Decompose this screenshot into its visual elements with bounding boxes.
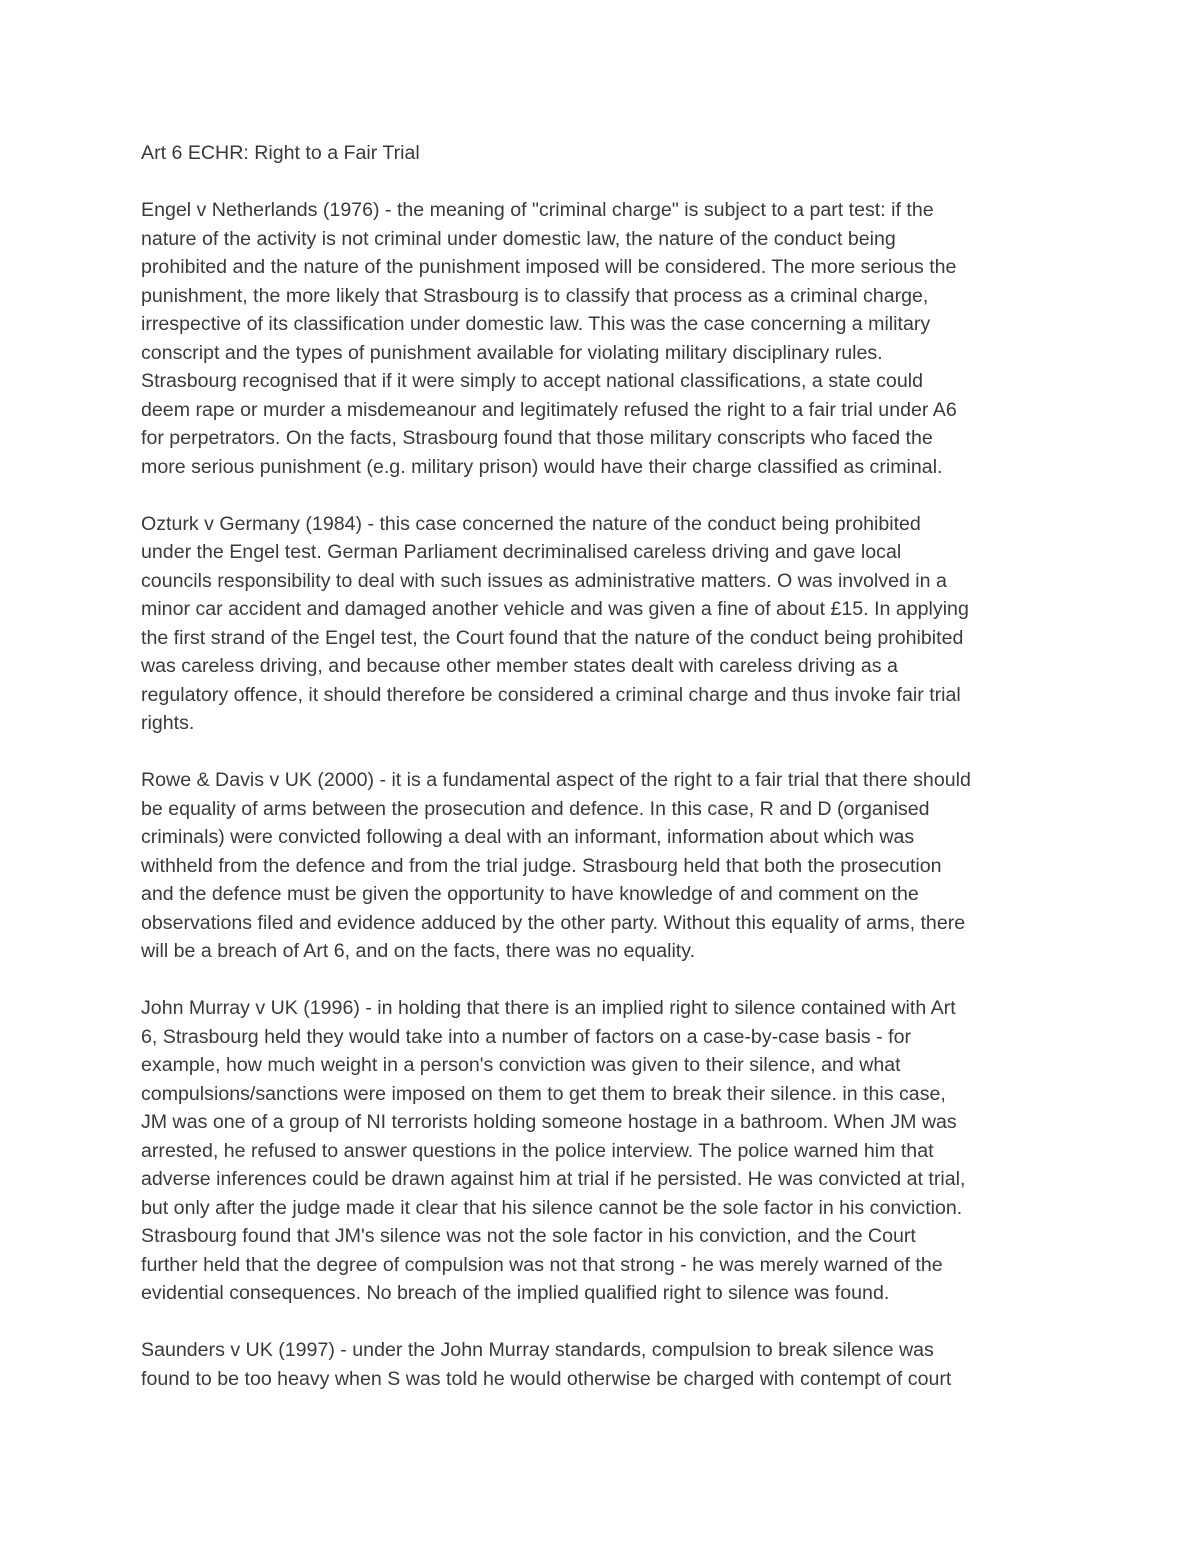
- text-line: Engel v Netherlands (1976) - the meaning of "criminal charge" is subject to a part test: if the: [141, 199, 934, 221]
- text-line: Strasbourg found that JM's silence was not the sole factor in his conviction, and the Court: [141, 1225, 916, 1247]
- text-line: regulatory offence, it should therefore be considered a criminal charge and thus invoke fair trial: [141, 683, 961, 706]
- text-line: was careless driving, and because other member states dealt with careless driving as a: [141, 655, 898, 677]
- text-line: Strasbourg recognised that if it were simply to accept national classifications, a state could: [141, 370, 923, 392]
- text-line: deem rape or murder a misdemeanour and legitimately refused the right to a fair trial under A6: [141, 398, 957, 421]
- text-line: arrested, he refused to answer questions in the police interview. The police warned him that: [141, 1139, 934, 1162]
- text-line: punishment, the more likely that Strasbourg is to classify that process as a criminal charge,: [141, 284, 929, 307]
- text-line: more serious punishment (e.g. military prison) would have their charge classified as criminal.: [141, 455, 943, 478]
- text-line: example, how much weight in a person's conviction was given to their silence, and what: [141, 1054, 901, 1076]
- text-line: Ozturk v Germany (1984) - this case concerned the nature of the conduct being prohibited: [141, 512, 921, 535]
- text-line: under the Engel test. German Parliament decriminalised careless driving and gave local: [141, 541, 902, 563]
- paragraph-saunders: [141, 1336, 1059, 1393]
- document-body: [141, 139, 1059, 1393]
- text-line: found to be too heavy when S was told he would otherwise be charged with contempt of court: [141, 1367, 952, 1390]
- document-title: Art 6 ECHR: Right to a Fair Trial: [141, 142, 420, 164]
- paragraph-john-murray: [141, 994, 1059, 1308]
- text-line: irrespective of its classification under domestic law. This was the case concerning a military: [141, 313, 931, 335]
- text-line: Saunders v UK (1997) - under the John Murray standards, compulsion to break silence was: [141, 1339, 934, 1361]
- paragraph-list: [141, 196, 1059, 1393]
- paragraph-gap: [141, 168, 1059, 197]
- text-line: adverse inferences could be drawn against him at trial if he persisted. He was convicted at trial,: [141, 1168, 966, 1190]
- text-line: will be a breach of Art 6, and on the facts, there was no equality.: [141, 940, 696, 962]
- text-line: be equality of arms between the prosecution and defence. In this case, R and D (organised: [141, 797, 930, 820]
- paragraph-gap: [141, 738, 1059, 767]
- paragraph-gap: [141, 1308, 1059, 1337]
- text-line: for perpetrators. On the facts, Strasbourg found that those military conscripts who faced the: [141, 427, 933, 449]
- paragraph-gap: [141, 966, 1059, 995]
- text-line: conscript and the types of punishment available for violating military disciplinary rules.: [141, 341, 883, 364]
- text-line: evidential consequences. No breach of the implied qualified right to silence was found.: [141, 1282, 890, 1304]
- text-line: 6, Strasbourg held they would take into a number of factors on a case-by-case basis - for: [141, 1025, 912, 1048]
- text-line: compulsions/sanctions were imposed on them to get them to break their silence. in this case,: [141, 1082, 946, 1105]
- text-line: minor car accident and damaged another vehicle and was given a fine of about £15. In applying: [141, 598, 969, 620]
- text-line: but only after the judge made it clear that his silence cannot be the sole factor in his conviction.: [141, 1196, 963, 1219]
- text-line: withheld from the defence and from the trial judge. Strasbourg held that both the prosecution: [141, 854, 942, 877]
- text-line: rights.: [141, 712, 195, 734]
- text-line: John Murray v UK (1996) - in holding that there is an implied right to silence contained with Art: [141, 997, 956, 1019]
- paragraph-rowe-davis: [141, 766, 1059, 966]
- text-line: further held that the degree of compulsion was not that strong - he was merely warned of the: [141, 1253, 943, 1276]
- paragraph-ozturk: [141, 510, 1059, 738]
- text-line: nature of the activity is not criminal under domestic law, the nature of the conduct being: [141, 227, 896, 250]
- text-line: Rowe & Davis v UK (2000) - it is a fundamental aspect of the right to a fair trial that there should: [141, 769, 971, 791]
- text-line: observations filed and evidence adduced by the other party. Without this equality of arms, there: [141, 911, 966, 934]
- text-line: JM was one of a group of NI terrorists holding someone hostage in a bathroom. When JM was: [141, 1111, 957, 1133]
- text-line: prohibited and the nature of the punishment imposed will be considered. The more serious the: [141, 256, 957, 278]
- paragraph-gap: [141, 481, 1059, 510]
- text-line: and the defence must be given the opportunity to have knowledge of and comment on the: [141, 883, 919, 905]
- text-line: criminals) were convicted following a deal with an informant, information about which was: [141, 826, 915, 848]
- paragraph-engel: [141, 196, 1059, 481]
- text-line: councils responsibility to deal with such issues as administrative matters. O was involved in a: [141, 569, 947, 592]
- text-line: the first strand of the Engel test, the Court found that the nature of the conduct being prohibited: [141, 626, 964, 649]
